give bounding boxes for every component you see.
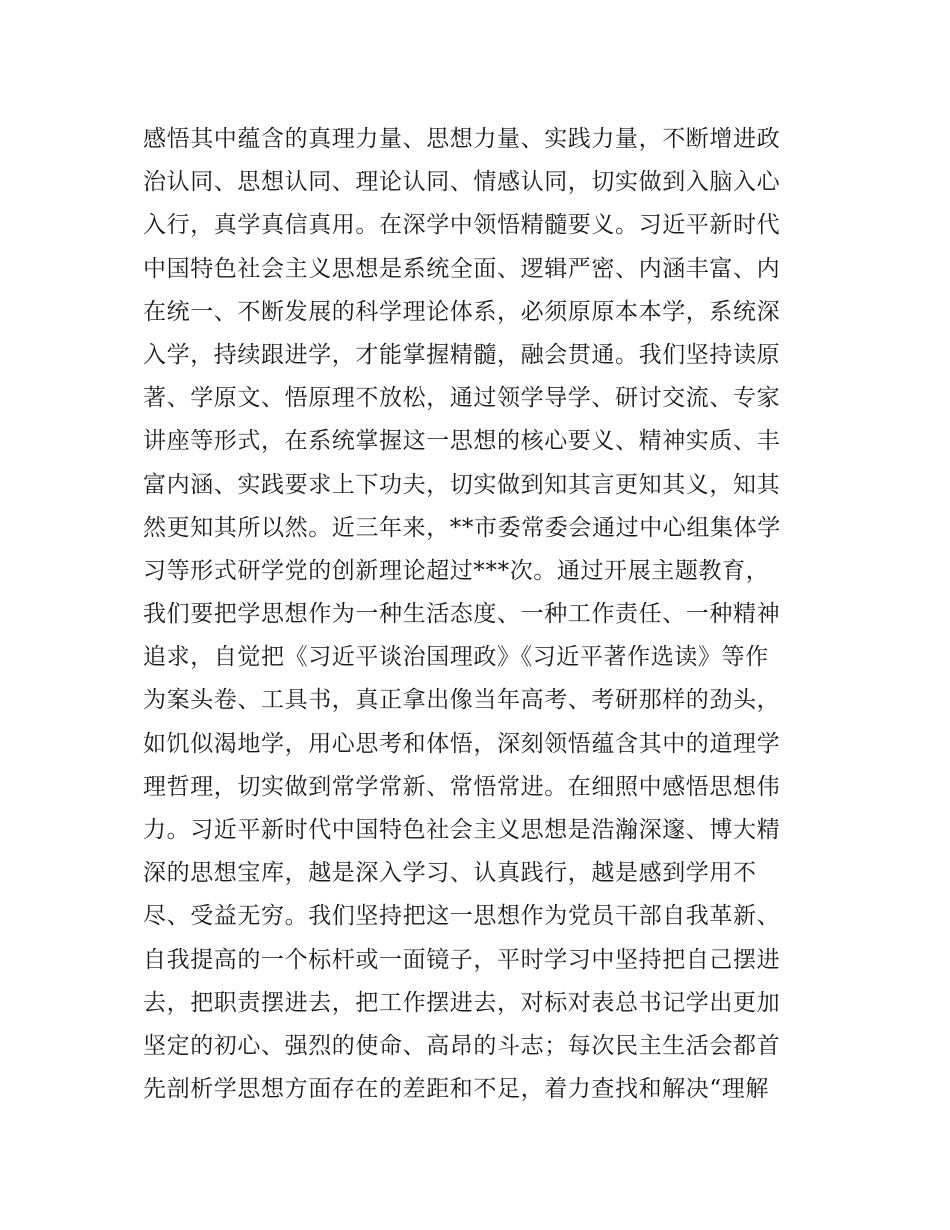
text-line: 自我提高的一个标杆或一面镜子，平时学习中坚持把自己摆进: [143, 946, 781, 973]
text-line: 追求，自觉把《习近平谈治国理政》《习近平著作选读》等作: [143, 644, 769, 671]
text-line: 我们要把学思想作为一种生活态度、一种工作责任、一种精神: [143, 601, 781, 628]
text-line: 然更知其所以然。近三年来，**市委常委会通过中心组集体学: [143, 514, 781, 541]
body-text: [143, 118, 813, 1111]
text-line: 著、学原文、悟原理不放松，通过领学导学、研讨交流、专家: [143, 385, 781, 412]
text-line: 尽、受益无穷。我们坚持把这一思想作为党员干部自我革新、: [143, 903, 781, 930]
text-line: 中国特色社会主义思想是系统全面、逻辑严密、内涵丰富、内: [143, 255, 781, 282]
text-line: 讲座等形式，在系统掌握这一思想的核心要义、精神实质、丰: [143, 428, 781, 455]
text-line: 习等形式研学党的创新理论超过***次。通过开展主题教育，: [143, 557, 770, 584]
text-line: 感悟其中蕴含的真理力量、思想力量、实践力量，不断增进政: [143, 126, 781, 152]
text-line: 力。习近平新时代中国特色社会主义思想是浩瀚深邃、博大精: [143, 817, 781, 843]
text-line: 在统一、不断发展的科学理论体系，必须原原本本学，系统深: [143, 298, 781, 325]
text-line: 坚定的初心、强烈的使命、高昂的斗志；每次民主生活会都首: [143, 1032, 781, 1059]
text-line: 先剖析学思想方面存在的差距和不足，着力查找和解决“理解: [143, 1076, 769, 1103]
text-line: 富内涵、实践要求上下功夫，切实做到知其言更知其义，知其: [143, 471, 781, 498]
text-line: 入学，持续跟进学，才能掌握精髓，融会贯通。我们坚持读原: [143, 341, 781, 368]
text-line: 为案头卷、工具书，真正拿出像当年高考、考研那样的劲头，: [143, 687, 781, 714]
text-line: 去，把职责摆进去，把工作摆进去，对标对表总书记学出更加: [143, 989, 781, 1016]
text-line: 深的思想宝库，越是深入学习、认真践行，越是感到学用不: [143, 860, 757, 887]
text-line: 治认同、思想认同、理论认同、情感认同，切实做到入脑入心: [143, 169, 781, 196]
text-line: 理哲理，切实做到常学常新、常悟常进。在细照中感悟思想伟: [143, 773, 781, 800]
text-line: 如饥似渴地学，用心思考和体悟，深刻领悟蕴含其中的道理学: [143, 730, 781, 757]
text-line: 入行，真学真信真用。在深学中领悟精髓要义。习近平新时代: [143, 212, 781, 239]
